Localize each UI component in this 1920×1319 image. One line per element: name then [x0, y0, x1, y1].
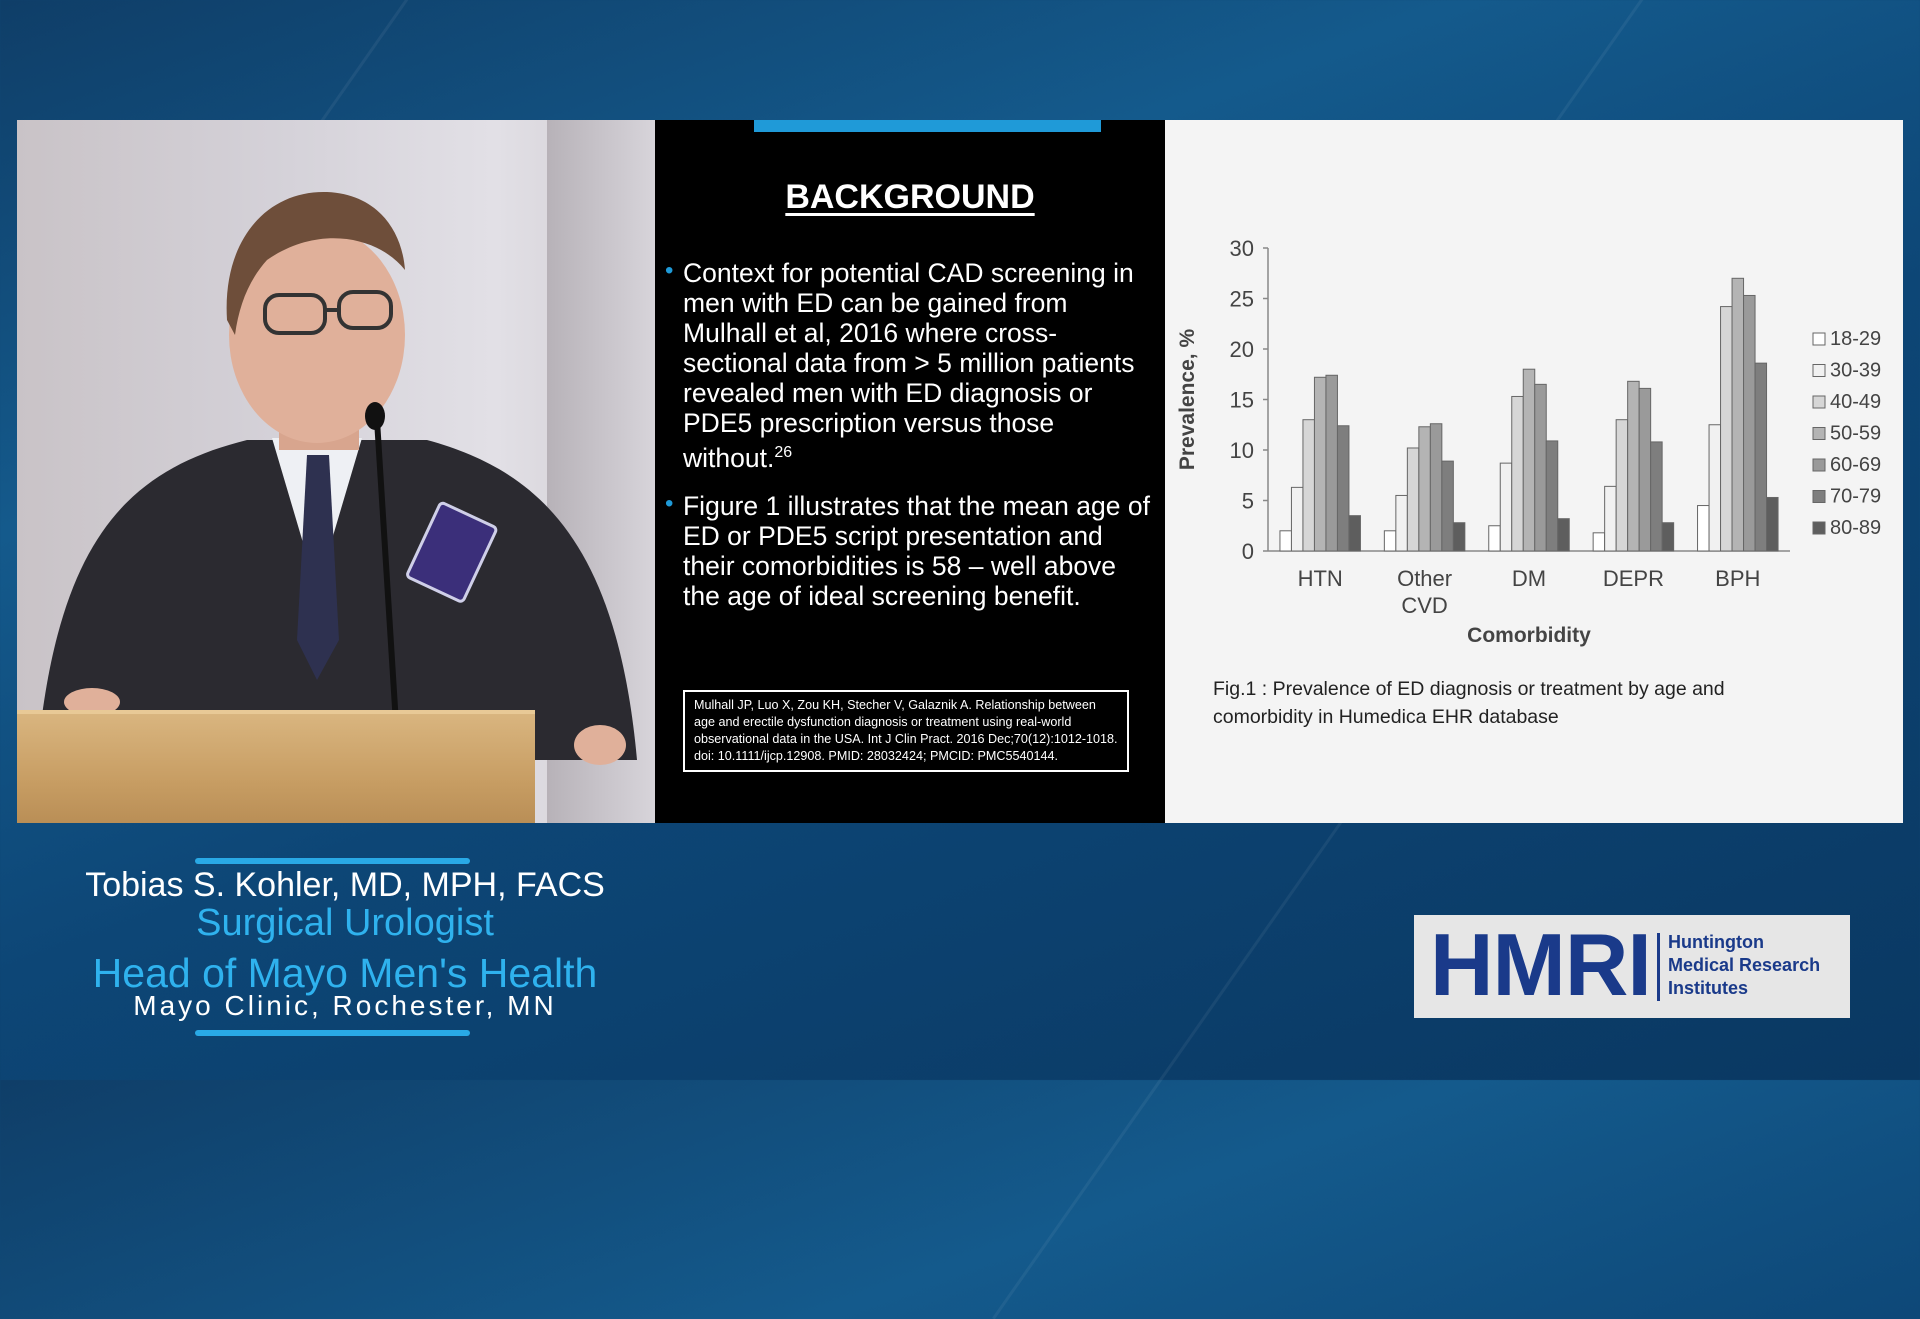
- hmri-logo: [1414, 915, 1850, 1018]
- bar-40-49-DEPR: [1616, 420, 1628, 551]
- bar-30-39-DEPR: [1605, 486, 1617, 551]
- bar-18-29-DEPR: [1593, 533, 1605, 551]
- citation-superscript: 26: [774, 444, 793, 461]
- legend-label: 18-29: [1830, 328, 1882, 350]
- bar-70-79-HTN: [1337, 426, 1349, 551]
- podium: [17, 710, 535, 823]
- speaker-title: Surgical Urologist: [196, 902, 494, 944]
- y-tick-label: 5: [1241, 488, 1254, 514]
- figure-caption: Fig.1 : Prevalence of ED diagnosis or treatment by age and comorbidity in Humedica EHR database: [1213, 678, 1725, 728]
- logo-line-2: Medical Research: [1668, 955, 1821, 975]
- legend-swatch-80-89: [1813, 522, 1825, 534]
- prevalence-bar-chart: [1165, 120, 1903, 660]
- bar-50-59-DEPR: [1628, 381, 1640, 551]
- x-tick-label: Other: [1397, 566, 1453, 591]
- legend-swatch-50-59: [1813, 428, 1825, 440]
- presenter-video: [17, 120, 655, 823]
- bar-60-69-DM: [1535, 384, 1547, 551]
- bar-70-79-BPH: [1755, 363, 1767, 551]
- x-tick-label: CVD: [1401, 593, 1448, 618]
- legend-label: 40-49: [1830, 391, 1882, 413]
- legend-label: 50-59: [1830, 422, 1882, 445]
- hmri-logo-mark: HMRI: [1430, 915, 1651, 1014]
- bullet-2: • Figure 1 illustrates that the mean age of ED or PDE5 script presentation and their comorbidities is 58 – well above the age of ideal screening benefit.: [665, 491, 1155, 611]
- bar-70-79-Other-CVD: [1442, 461, 1454, 551]
- y-axis-label: Prevalence, %: [1176, 328, 1199, 471]
- legend-swatch-18-29: [1813, 333, 1825, 345]
- reference-box: Mulhall JP, Luo X, Zou KH, Stecher V, Galaznik A. Relationship between age and erectile dysfunction diagnosis or treatment using real-world observational data in the USA. Int J Clin Pract. 2016 Dec;70(12):1012-1018. doi: 10.1111/ijcp.12908. PMID: 28032424; PMCID: PMC5540144.: [683, 690, 1129, 772]
- lower-third-bottom-line: [195, 1030, 470, 1036]
- bar-70-79-DM: [1546, 441, 1558, 551]
- bar-80-89-DM: [1558, 519, 1570, 551]
- legend-swatch-40-49: [1813, 396, 1825, 408]
- logo-line-3: Institutes: [1668, 978, 1749, 998]
- legend-label: 30-39: [1830, 359, 1882, 382]
- legend-swatch-70-79: [1813, 491, 1825, 503]
- legend-swatch-30-39: [1813, 365, 1825, 377]
- bar-60-69-DEPR: [1639, 388, 1651, 551]
- slide-bullets: [665, 258, 1155, 629]
- bar-30-39-BPH: [1709, 425, 1721, 551]
- y-tick-label: 15: [1229, 387, 1254, 413]
- x-tick-label: DEPR: [1602, 566, 1664, 591]
- lower-third-top-line: [195, 858, 470, 864]
- y-tick-label: 0: [1241, 539, 1254, 564]
- bar-18-29-DM: [1489, 526, 1501, 551]
- y-tick-label: 30: [1229, 236, 1254, 261]
- y-tick-label: 25: [1229, 286, 1254, 312]
- bar-18-29-HTN: [1280, 531, 1292, 551]
- bar-40-49-DM: [1512, 396, 1524, 551]
- bar-40-49-HTN: [1303, 420, 1315, 551]
- bar-60-69-Other-CVD: [1430, 424, 1442, 551]
- logo-line-1: Huntington: [1668, 932, 1764, 952]
- bar-40-49-BPH: [1721, 307, 1733, 551]
- bar-50-59-BPH: [1732, 278, 1744, 551]
- bar-80-89-Other-CVD: [1453, 523, 1465, 551]
- presentation-slide: [655, 120, 1165, 823]
- legend-label: 70-79: [1830, 485, 1882, 508]
- bullet-1: [665, 258, 1155, 473]
- legend-swatch-60-69: [1813, 459, 1825, 471]
- bar-40-49-Other-CVD: [1407, 448, 1419, 551]
- x-tick-label: HTN: [1297, 566, 1343, 591]
- bar-70-79-DEPR: [1651, 442, 1663, 551]
- legend-label: 60-69: [1830, 454, 1882, 476]
- bar-18-29-Other-CVD: [1384, 531, 1396, 551]
- y-tick-label: 10: [1229, 438, 1254, 463]
- bar-80-89-BPH: [1767, 497, 1779, 551]
- hmri-logo-text: [1668, 931, 1820, 1000]
- y-tick-label: 20: [1229, 337, 1254, 362]
- bar-30-39-HTN: [1291, 487, 1303, 551]
- bar-30-39-Other-CVD: [1396, 495, 1408, 551]
- bar-50-59-Other-CVD: [1419, 427, 1431, 551]
- logo-separator: [1657, 933, 1660, 1001]
- bar-60-69-BPH: [1744, 295, 1756, 551]
- speaker-name: Tobias S. Kohler, MD, MPH, FACS: [85, 866, 605, 904]
- bar-18-29-BPH: [1698, 506, 1710, 551]
- bullet-1-text: Context for potential CAD screening in men with ED can be gained from Mulhall et al, 2016 where cross-sectional data from > 5 million patients revealed men with ED diagnosis or PDE5 prescription versus those without.: [683, 258, 1135, 473]
- slide-heading: BACKGROUND: [785, 178, 1035, 216]
- bar-60-69-HTN: [1326, 375, 1338, 551]
- slide-accent-bar: [754, 120, 1101, 132]
- x-tick-label: BPH: [1715, 566, 1761, 591]
- x-axis-label: Comorbidity: [1467, 624, 1591, 647]
- bar-50-59-HTN: [1314, 377, 1326, 551]
- bar-30-39-DM: [1500, 463, 1512, 551]
- bar-80-89-HTN: [1349, 516, 1361, 551]
- legend-label: 80-89: [1830, 517, 1882, 539]
- bar-80-89-DEPR: [1662, 523, 1674, 551]
- figure-panel: [1165, 120, 1903, 823]
- speaker-role: Head of Mayo Men's Health: [92, 950, 598, 996]
- x-tick-label: DM: [1511, 566, 1547, 591]
- speaker-location: Mayo Clinic, Rochester, MN: [133, 990, 557, 1021]
- bar-50-59-DM: [1523, 369, 1535, 551]
